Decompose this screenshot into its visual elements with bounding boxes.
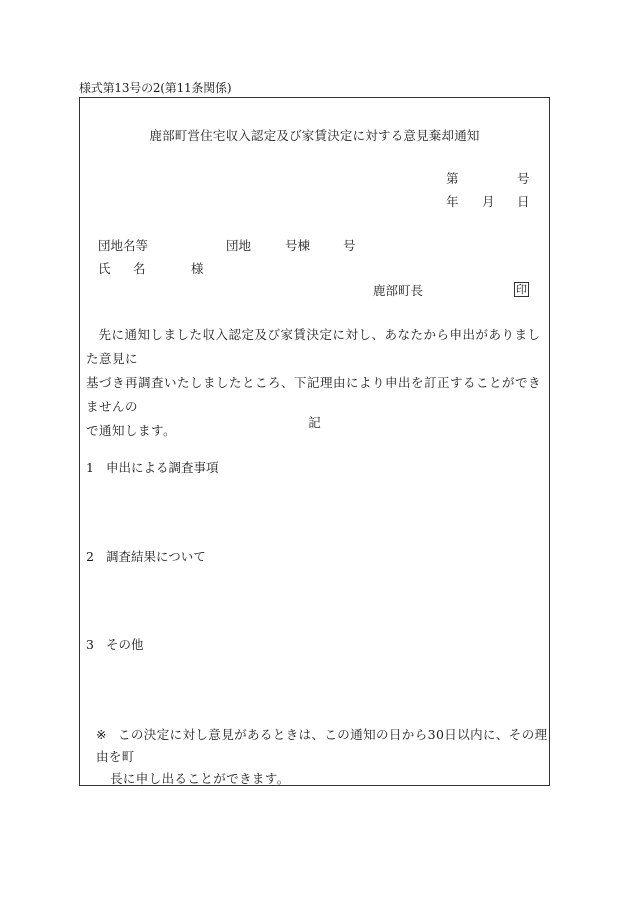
document-title: 鹿部町営住宅収入認定及び家賃決定に対する意見棄却通知 <box>149 128 480 143</box>
danchi-name-label: 団地名等 <box>98 238 149 253</box>
seal-mark: 印 <box>516 283 527 296</box>
gou-label: 号 <box>343 238 356 253</box>
document-frame <box>79 97 550 786</box>
gotou-label: 号棟 <box>285 238 311 253</box>
date-year: 年 <box>446 194 459 209</box>
body-line-3: で通知します。 <box>86 423 177 438</box>
danchi-label: 団地 <box>226 238 252 253</box>
item-3 <box>86 637 143 653</box>
issuer-label: 鹿部町長 <box>373 283 424 298</box>
ki-heading: 記 <box>308 415 321 430</box>
item-1-number: 1 <box>86 460 94 475</box>
item-3-number: 3 <box>86 637 94 652</box>
note-block <box>96 724 548 790</box>
name-label-shi: 氏 <box>98 261 111 276</box>
item-2-number: 2 <box>86 549 94 564</box>
body-line-1: 先に通知しました収入認定及び家賃決定に対し、あなたから申出がありました意見に <box>86 327 541 366</box>
item-2-label: 調査結果について <box>105 549 206 564</box>
note-mark: ※ <box>96 727 107 742</box>
item-1 <box>86 460 218 476</box>
form-number-label: 様式第13号の2(第11条関係) <box>79 81 232 95</box>
note-line-2: 長に申し出ることができます。 <box>110 771 290 786</box>
honorific-sama: 様 <box>191 261 204 276</box>
name-label-mei: 名 <box>133 261 146 276</box>
item-3-label: その他 <box>105 637 144 652</box>
number-prefix: 第 <box>446 171 459 186</box>
item-1-label: 申出による調査事項 <box>105 460 219 475</box>
note-line-1: この決定に対し意見があるときは、この通知の日から30日以内に、その理由を町 <box>96 727 548 764</box>
date-day: 日 <box>517 194 530 209</box>
body-line-2: 基づき再調査いたしましたところ、下記理由により申出を訂正することができませんの <box>86 375 542 414</box>
item-2 <box>86 549 206 565</box>
date-month: 月 <box>482 194 495 209</box>
number-suffix: 号 <box>517 171 530 186</box>
